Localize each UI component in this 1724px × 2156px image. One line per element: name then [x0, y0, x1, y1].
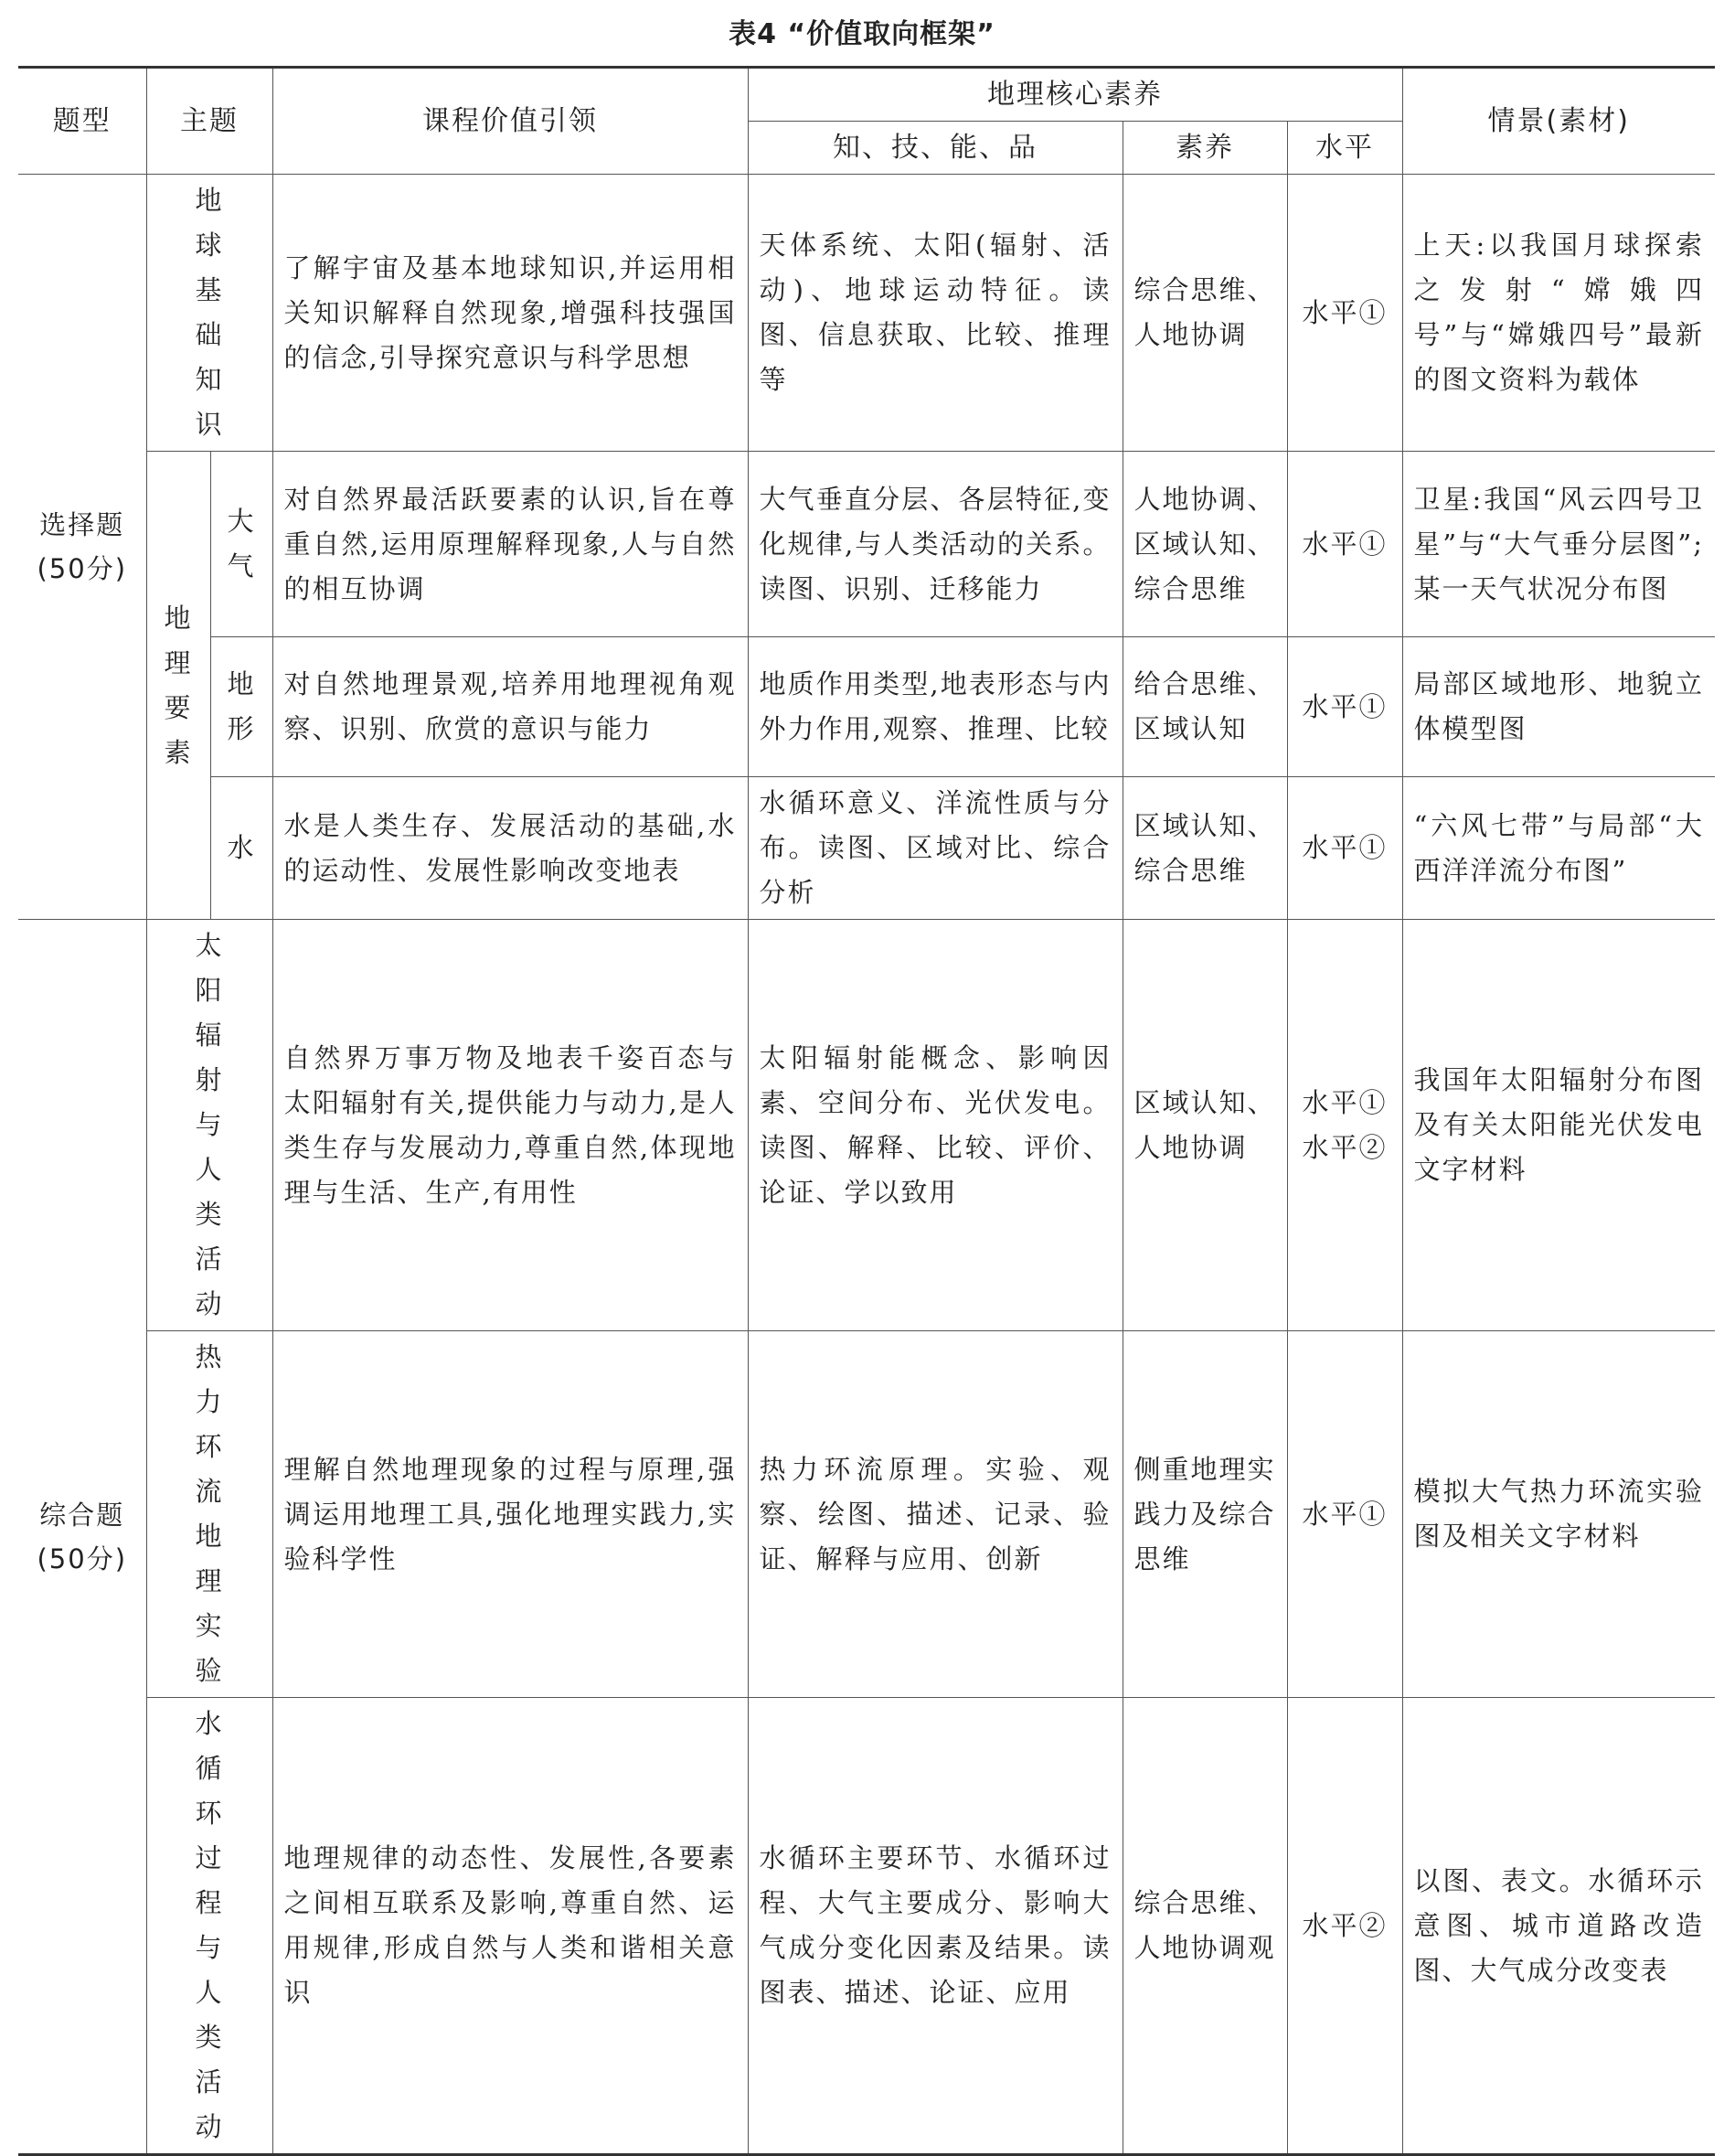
level-cell: 水平①: [1287, 452, 1402, 637]
table-row: [18, 920, 1715, 1331]
level-line: 水平①: [1302, 1086, 1388, 1118]
literacy-cell: 人地协调、区域认知、综合思维: [1123, 452, 1287, 637]
course-value-cell: 对自然地理景观,培养用地理视角观察、识别、欣赏的意识与能力: [272, 637, 748, 777]
scene-cell: 卫星:我国“风云四号卫星”与“大气垂分层图”;某一天气状况分布图: [1402, 452, 1715, 637]
level-cell: 水平①: [1287, 1331, 1402, 1698]
literacy-cell: 综合思维、人地协调: [1123, 175, 1287, 452]
literacy-cell: 区域认知、综合思维: [1123, 777, 1287, 920]
scene-cell: 我国年太阳辐射分布图及有关太阳能光伏发电文字材料: [1402, 920, 1715, 1331]
table-row: [18, 637, 1715, 777]
topic-cell: 热力环流地理实验: [146, 1331, 272, 1698]
value-orientation-table: [18, 66, 1715, 2156]
geo-elements-cell: [146, 452, 210, 920]
knowledge-cell: 热力环流原理。实验、观察、绘图、描述、记录、验证、解释与应用、创新: [748, 1331, 1123, 1698]
knowledge-cell: 太阳辐射能概念、影响因素、空间分布、光伏发电。读图、解释、比较、评价、论证、学以致用: [748, 920, 1123, 1331]
level-cell: [1287, 920, 1402, 1331]
scene-cell: 上天:以我国月球探索之发射“嫦娥四号”与“嫦娥四号”最新的图文资料为载体: [1402, 175, 1715, 452]
literacy-cell: 区域认知、人地协调: [1123, 920, 1287, 1331]
header-literacy: 素养: [1123, 122, 1287, 175]
knowledge-cell: 水循环意义、洋流性质与分布。读图、区域对比、综合分析: [748, 777, 1123, 920]
header-core-literacy: 地理核心素养: [748, 68, 1402, 122]
header-topic: 主题: [146, 68, 272, 175]
topic-cell: 地球基础知识: [146, 175, 272, 452]
table-row: [18, 1698, 1715, 2155]
category-choice: [18, 175, 146, 920]
geo-elements-label: 地理要素: [164, 602, 193, 768]
table-row: [18, 777, 1715, 920]
topic-label: 水: [227, 832, 256, 863]
level-cell: 水平②: [1287, 1698, 1402, 2155]
knowledge-cell: 大气垂直分层、各层特征,变化规律,与人类活动的关系。读图、识别、迁移能力: [748, 452, 1123, 637]
course-value-cell: 地理规律的动态性、发展性,各要素之间相互联系及影响,尊重自然、运用规律,形成自然与人类和谐相关意识: [272, 1698, 748, 2155]
topic-label: 大气: [227, 506, 256, 582]
header-scene: 情景(素材): [1402, 68, 1715, 175]
category-score: (50分): [37, 553, 128, 584]
header-course-value: 课程价值引领: [272, 68, 748, 175]
course-value-cell: 理解自然地理现象的过程与原理,强调运用地理工具,强化地理实践力,实验科学性: [272, 1331, 748, 1698]
scene-cell: 以图、表文。水循环示意图、城市道路改造图、大气成分改变表: [1402, 1698, 1715, 2155]
scene-cell: 局部区域地形、地貌立体模型图: [1402, 637, 1715, 777]
topic-label: 地形: [227, 668, 256, 744]
table-row: [18, 452, 1715, 637]
category-comprehensive: [18, 920, 146, 2155]
knowledge-cell: 地质作用类型,地表形态与内外力作用,观察、推理、比较: [748, 637, 1123, 777]
topic-cell: [210, 777, 272, 920]
table-row: [18, 1331, 1715, 1698]
literacy-cell: 给合思维、区域认知: [1123, 637, 1287, 777]
table-title: 表4 “价值取向框架”: [729, 18, 995, 50]
header-type: 题型: [18, 68, 146, 175]
category-name: 综合题: [39, 1499, 125, 1531]
header-level: 水平: [1287, 122, 1402, 175]
course-value-cell: 水是人类生存、发展活动的基础,水的运动性、发展性影响改变地表: [272, 777, 748, 920]
level-cell: 水平①: [1287, 637, 1402, 777]
literacy-cell: 综合思维、人地协调观: [1123, 1698, 1287, 2155]
knowledge-cell: 天体系统、太阳(辐射、活动)、地球运动特征。读图、信息获取、比较、推理等: [748, 175, 1123, 452]
level-cell: 水平①: [1287, 777, 1402, 920]
header-knowledge: 知、技、能、品: [748, 122, 1123, 175]
topic-cell: [210, 637, 272, 777]
category-name: 选择题: [39, 509, 125, 540]
literacy-cell: 侧重地理实践力及综合思维: [1123, 1331, 1287, 1698]
course-value-cell: 了解宇宙及基本地球知识,并运用相关知识解释自然现象,增强科技强国的信念,引导探究意识与科学思想: [272, 175, 748, 452]
table-row: [18, 175, 1715, 452]
scene-cell: “六风七带”与局部“大西洋洋流分布图”: [1402, 777, 1715, 920]
level-line: 水平②: [1302, 1131, 1388, 1163]
course-value-cell: 自然界万事万物及地表千姿百态与太阳辐射有关,提供能力与动力,是人类生存与发展动力,尊重自然,体现地理与生活、生产,有用性: [272, 920, 748, 1331]
topic-cell: 太阳辐射与人类活动: [146, 920, 272, 1331]
topic-cell: 水循环过程与人类活动: [146, 1698, 272, 2155]
topic-cell: [210, 452, 272, 637]
course-value-cell: 对自然界最活跃要素的认识,旨在尊重自然,运用原理解释现象,人与自然的相互协调: [272, 452, 748, 637]
level-cell: 水平①: [1287, 175, 1402, 452]
knowledge-cell: 水循环主要环节、水循环过程、大气主要成分、影响大气成分变化因素及结果。读图表、描述、论证、应用: [748, 1698, 1123, 2155]
scene-cell: 模拟大气热力环流实验图及相关文字材料: [1402, 1331, 1715, 1698]
category-score: (50分): [37, 1542, 128, 1574]
